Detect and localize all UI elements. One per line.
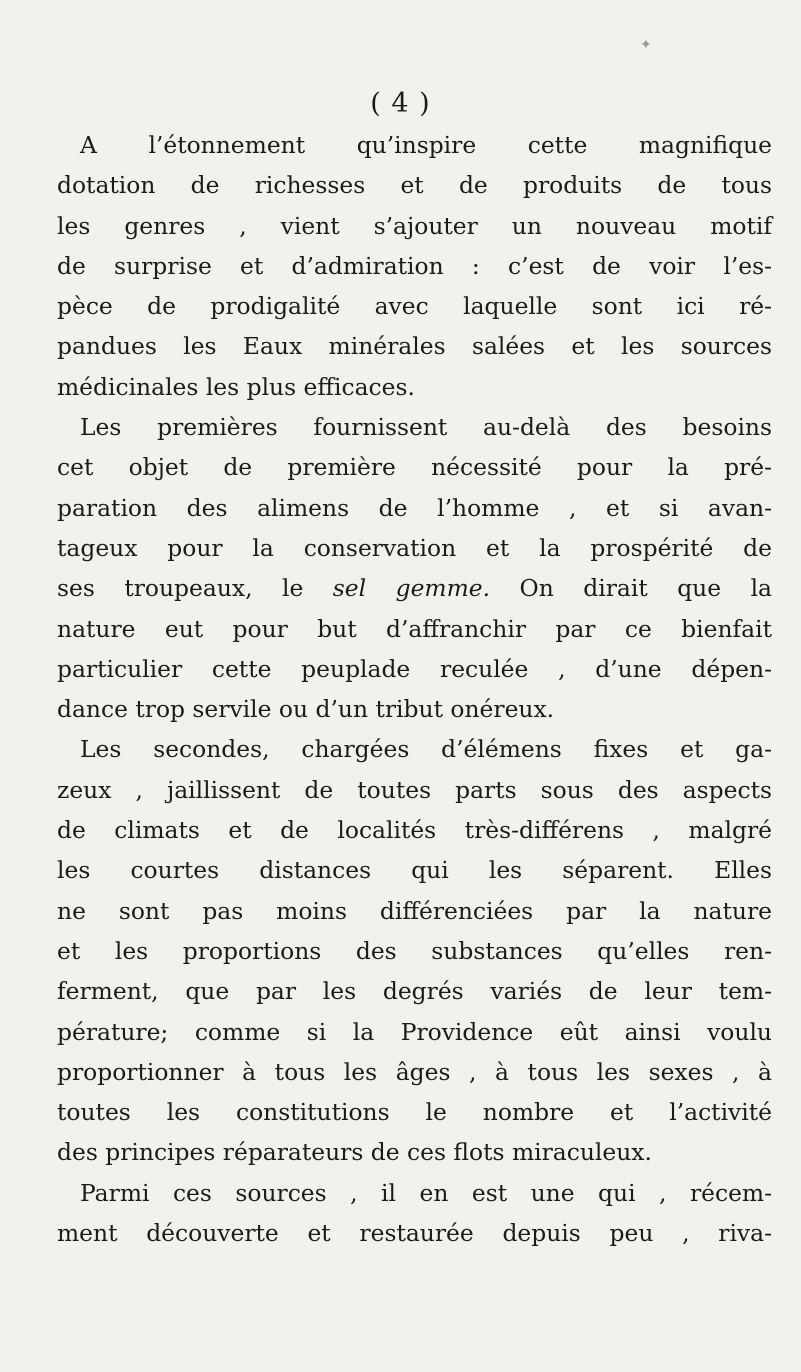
text-line: Les premières fournissent au-delà des besoins — [80, 413, 772, 442]
text-line: médicinales les plus efficaces. — [57, 372, 415, 401]
text-line: ne sont pas moins différenciées par la nature — [57, 896, 772, 925]
text-segment: On dirait que la — [519, 574, 772, 603]
text-line: les genres , vient s’ajouter un nouveau motif — [57, 211, 772, 240]
text-line: de surprise et d’admiration : c’est de voir l’es- — [57, 251, 772, 280]
text-line: tageux pour la conservation et la prospérité de — [57, 533, 772, 562]
text-line: et les proportions des substances qu’elles ren- — [57, 936, 772, 965]
text-line: de climats et de localités très-différens , malgré — [57, 816, 772, 845]
text-line: dance trop servile ou d’un tribut onéreux. — [57, 695, 555, 724]
text-line: les courtes distances qui les séparent. Elles — [57, 856, 772, 885]
text-line: proportionner à tous les âges , à tous les sexes , à — [57, 1057, 772, 1086]
text-line: cet objet de première nécessité pour la pré- — [57, 453, 772, 482]
text-line: des principes réparateurs de ces flots miraculeux. — [57, 1138, 652, 1167]
text-segment: ses troupeaux, le — [57, 574, 304, 603]
text-line: particulier cette peuplade reculée , d’une dépen- — [57, 654, 772, 683]
text-line: ment découverte et restaurée depuis peu , riva- — [57, 1219, 772, 1248]
text-line: paration des alimens de l’homme , et si avan- — [57, 493, 772, 522]
body-text — [57, 125, 772, 1253]
text-line: pandues les Eaux minérales salées et les sources — [57, 332, 772, 361]
text-line: zeux , jaillissent de toutes parts sous des aspects — [57, 775, 772, 804]
text-line: Parmi ces sources , il en est une qui , récem- — [80, 1178, 772, 1207]
text-line: ferment, que par les degrés variés de leur tem- — [57, 977, 772, 1006]
text-line: toutes les constitutions le nombre et l’activité — [57, 1098, 772, 1127]
page-number: ( 4 ) — [370, 88, 431, 119]
text-line: pèce de prodigalité avec laquelle sont ici ré- — [57, 292, 772, 321]
italic-term: sel gemme. — [332, 574, 491, 603]
text-line-mixed — [57, 568, 772, 608]
ink-speck: ✦ — [640, 37, 652, 53]
text-line: A l’étonnement qu’inspire cette magnifique — [80, 131, 772, 159]
text-line: nature eut pour but d’affranchir par ce bienfait — [57, 614, 772, 643]
text-line: dotation de richesses et de produits de tous — [57, 171, 772, 200]
text-line: Les secondes, chargées d’élémens fixes et ga- — [80, 735, 772, 764]
text-line: pérature; comme si la Providence eût ainsi voulu — [57, 1017, 772, 1046]
